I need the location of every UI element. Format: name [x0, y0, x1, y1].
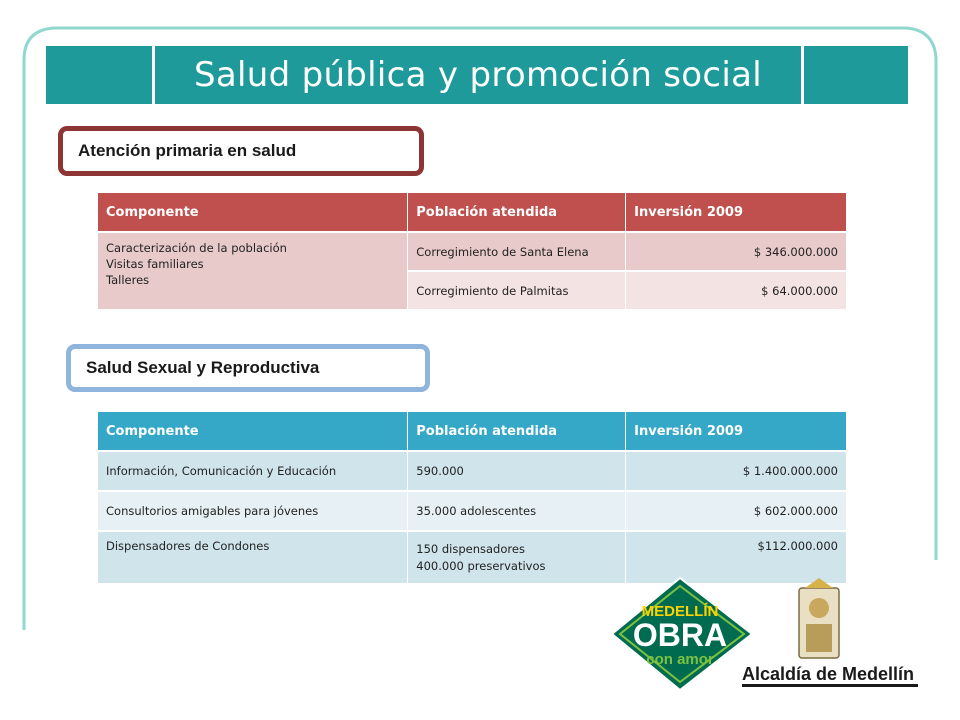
cell-inversion: $ 602.000.000 [626, 491, 847, 531]
page-title: Salud pública y promoción social [193, 55, 763, 95]
cell-poblacion: 35.000 adolescentes [408, 491, 626, 531]
cell-componente: Dispensadores de Condones [98, 531, 408, 583]
table-aps [98, 193, 847, 309]
header-inversion: Inversión 2009 [626, 412, 847, 451]
table-row [98, 232, 847, 271]
cell-componente [98, 232, 408, 309]
alcaldia-wordmark [742, 664, 918, 687]
componente-line: Caracterización de la población [106, 241, 287, 255]
cell-inversion: $ 1.400.000.000 [626, 451, 847, 491]
cell-inversion: $ 64.000.000 [626, 271, 847, 309]
header-poblacion: Población atendida [408, 193, 626, 232]
alcaldia-coat-of-arms [799, 578, 839, 658]
badge-line2: OBRA [632, 617, 728, 653]
medellin-obra-con-amor-logo [612, 578, 752, 690]
title-bar-left-block [46, 46, 155, 104]
badge-line1: MEDELLÍN [641, 603, 719, 620]
cell-componente: Consultorios amigables para jóvenes [98, 491, 408, 531]
table-header-row [98, 412, 847, 451]
title-bar [46, 46, 908, 104]
title-bar-right-block [801, 46, 908, 104]
componente-line: Visitas familiares [106, 257, 204, 271]
header-componente: Componente [98, 193, 408, 232]
cell-poblacion [408, 531, 626, 583]
cell-inversion: $ 346.000.000 [626, 232, 847, 271]
componente-line: Talleres [106, 273, 150, 287]
cell-poblacion: 590.000 [408, 451, 626, 491]
table-row [98, 451, 847, 491]
cell-inversion: $112.000.000 [626, 531, 847, 583]
logos [606, 576, 926, 696]
header-inversion: Inversión 2009 [626, 193, 847, 232]
poblacion-line: 150 dispensadores [416, 541, 525, 556]
table-header-row [98, 193, 847, 232]
cell-poblacion: Corregimiento de Santa Elena [408, 232, 626, 271]
alcaldia-text: Alcaldía de Medellín [742, 664, 915, 684]
cell-componente: Información, Comunicación y Educación [98, 451, 408, 491]
section-label-ssr: Salud Sexual y Reproductiva [66, 344, 430, 392]
badge-line3: con amor [646, 651, 714, 668]
table-ssr [98, 412, 847, 583]
cell-poblacion: Corregimiento de Palmitas [408, 271, 626, 309]
poblacion-line: 400.000 preservativos [416, 558, 546, 573]
table-row [98, 491, 847, 531]
header-componente: Componente [98, 412, 408, 451]
header-poblacion: Población atendida [408, 412, 626, 451]
section-label-aps: Atención primaria en salud [58, 126, 424, 176]
